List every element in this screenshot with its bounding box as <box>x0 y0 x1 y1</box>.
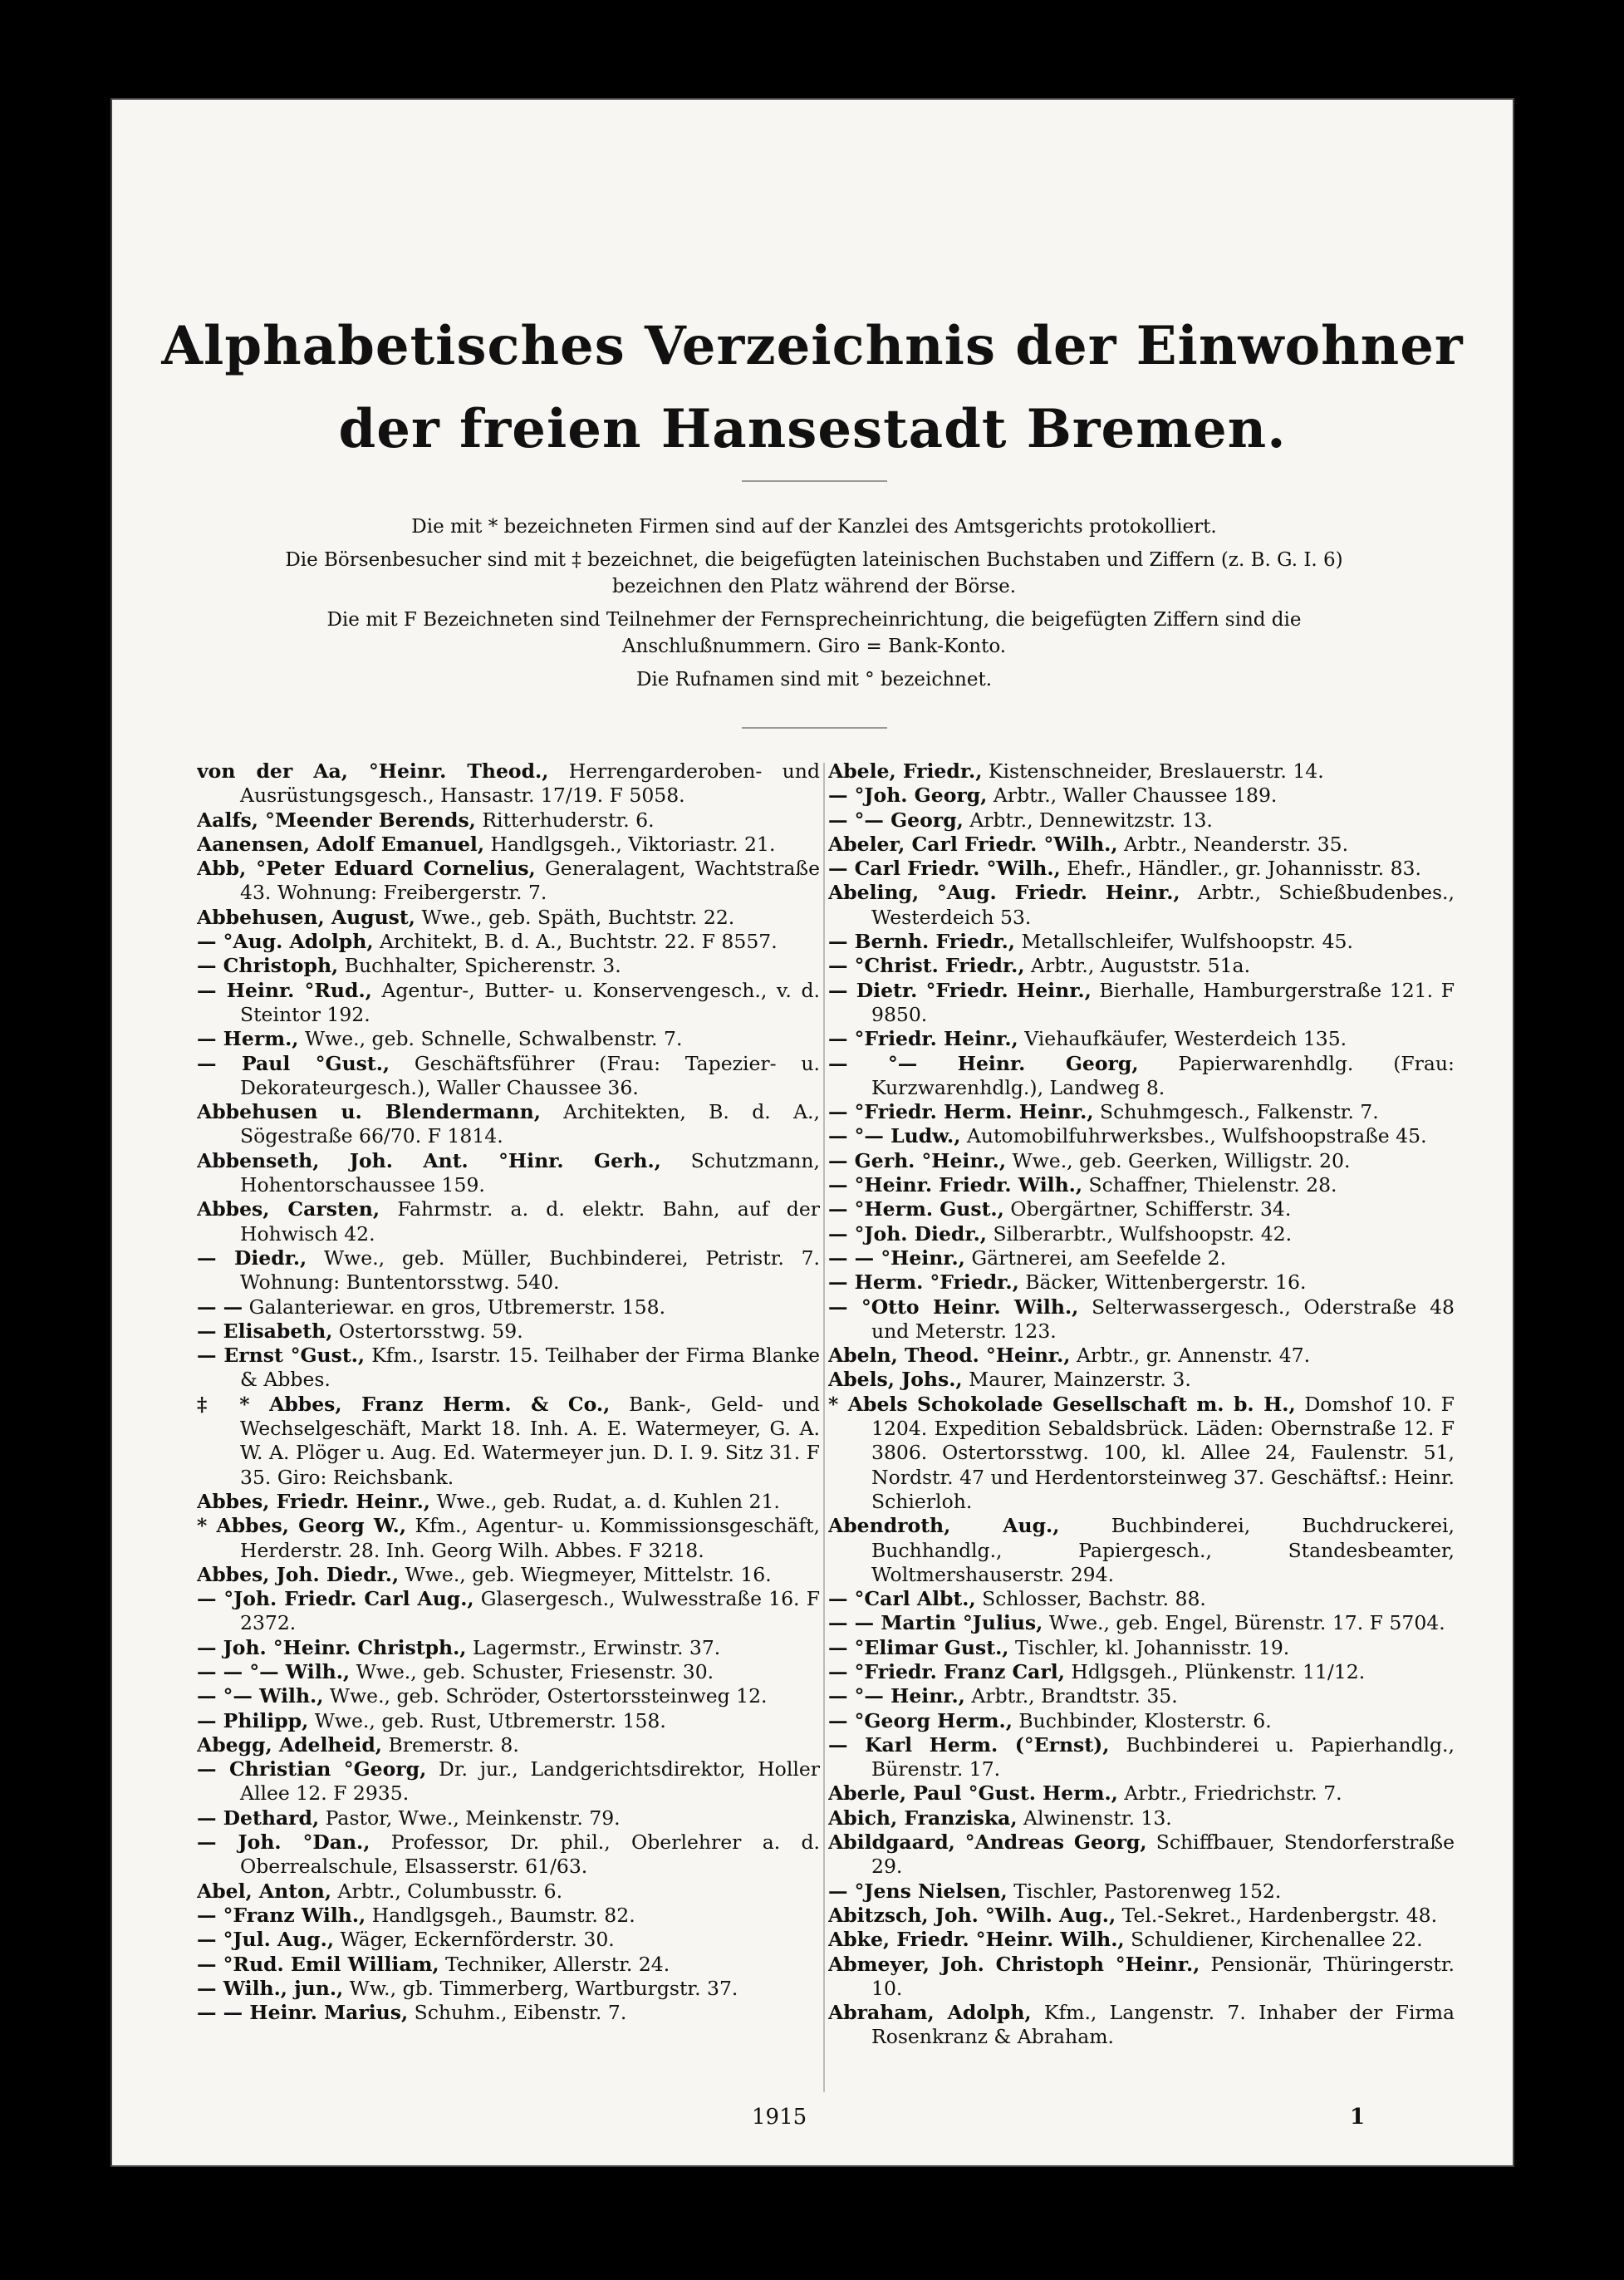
directory-entry <box>197 1027 820 1051</box>
page-title <box>112 305 1513 471</box>
directory-entry <box>828 857 1455 881</box>
directory-entry <box>197 1246 820 1295</box>
entry-details: Papierwarenhdlg. (Frau: Kurzwarenhdlg.), Landweg 8. <box>871 1051 1455 1099</box>
entry-name: * Abels Schokolade Gesellschaft m. b. H., <box>828 1392 1296 1416</box>
entry-details: Ww., gb. Timmerberg, Wartburgstr. 37. <box>349 1976 738 2000</box>
directory-entry <box>828 881 1455 930</box>
entry-details: Buchbinderei u. Papierhandlg., Bürenstr. 17. <box>871 1732 1455 1781</box>
entry-details: Kfm., Agentur- u. Kommissionsgeschäft, Herderstr. 28. Inh. Georg Wilh. Abbes. F 3218. <box>240 1514 820 1562</box>
entry-details: Pastor, Wwe., Meinkenstr. 79. <box>325 1806 621 1830</box>
directory-entry <box>828 833 1455 857</box>
entry-details: Bank-, Geld- und Wechselgeschäft, Markt 18. Inh. A. E. Watermeyer, G. A. W. A. Plöger u. Aug. Ed. Watermeyer jun. D. I. 9. Sitz 31. F 35. Giro: Reichsbank. <box>240 1392 820 1489</box>
directory-entry <box>828 1587 1455 1611</box>
entry-name: Abel, Anton, <box>197 1879 332 1903</box>
directory-entry <box>828 1393 1455 1514</box>
entry-details: Galanteriewar. en gros, Utbremerstr. 158. <box>248 1295 666 1319</box>
entry-details: Architekten, B. d. A., Sögestraße 66/70. F 1814. <box>240 1100 820 1148</box>
directory-entry <box>197 1100 820 1149</box>
note-line: Die mit * bezeichneten Firmen sind auf der Kanzlei des Amtsgerichts protokolliert. <box>411 516 1217 538</box>
entry-details: Agentur-, Butter- u. Konservengesch., v. d. Steintor 192. <box>240 978 820 1026</box>
entry-details: Arbtr., Auguststr. 51a. <box>1031 954 1251 978</box>
directory-entry <box>828 1709 1455 1733</box>
entry-name: — °Herm. Gust., <box>828 1197 1004 1221</box>
entry-name: — °Jens Nielsen, <box>828 1879 1008 1903</box>
entry-name: — °— Georg, <box>828 808 964 832</box>
directory-entry <box>828 1052 1455 1101</box>
entry-details: Schuldiener, Kirchenallee 22. <box>1131 1928 1423 1952</box>
directory-entry <box>828 954 1455 978</box>
directory-entry <box>197 808 820 833</box>
entry-details: Maurer, Mainzerstr. 3. <box>969 1368 1191 1392</box>
entry-name: — — <box>197 1295 243 1319</box>
entry-details: Wwe., geb. Müller, Buchbinderei, Petristr. 7. Wohnung: Buntentorsstwg. 540. <box>240 1246 820 1295</box>
directory-entry <box>197 1757 820 1806</box>
entry-name: * Abbes, Georg W., <box>197 1514 406 1538</box>
directory-entry <box>197 759 820 808</box>
entry-name: Abele, Friedr., <box>828 759 983 783</box>
entry-details: Arbtr., Brandtstr. 35. <box>971 1684 1178 1708</box>
entry-name: Abich, Franziska, <box>828 1806 1018 1830</box>
entry-details: Professor, Dr. phil., Oberlehrer a. d. Oberrealschule, Elsasserstr. 61/63. <box>240 1830 820 1879</box>
entry-name: — Carl Friedr. °Wilh., <box>828 857 1061 881</box>
directory-entry <box>828 1684 1455 1708</box>
entry-name: Abbenseth, Joh. Ant. °Hinr. Gerh., <box>197 1148 661 1172</box>
entry-name: — °— Heinr. Georg, <box>828 1051 1139 1075</box>
entry-details: Gärtnerei, am Seefelde 2. <box>971 1246 1227 1270</box>
entry-name: Abraham, Adolph, <box>828 2001 1032 2025</box>
directory-entry <box>197 1563 820 1587</box>
entry-details: Bremerstr. 8. <box>388 1732 519 1757</box>
note-line: Die Börsenbesucher sind mit ‡ bezeichnet, die beigefügten lateinischen Buchstaben und Ziffern (z. B. G. I. 6) bezeichnen den Platz während der Börse. <box>285 549 1343 597</box>
directory-entry <box>197 1393 820 1490</box>
directory-entry <box>828 1197 1455 1221</box>
entry-details: Hdlgsgeh., Plünkenstr. 11/12. <box>1071 1659 1366 1683</box>
entry-details: Wwe., geb. Rust, Utbremerstr. 158. <box>314 1708 666 1732</box>
directory-entry <box>828 1124 1455 1148</box>
directory-entry <box>197 1806 820 1830</box>
directory-page <box>110 98 1514 2167</box>
entry-details: Arbtr., gr. Annenstr. 47. <box>1076 1344 1311 1368</box>
entry-details: Wwe., geb. Geerken, Willigstr. 20. <box>1012 1148 1351 1172</box>
entry-details: Wwe., geb. Rudat, a. d. Kuhlen 21. <box>436 1489 780 1513</box>
entry-details: Selterwassergesch., Oderstraße 48 und Meterstr. 123. <box>871 1295 1455 1343</box>
entry-details: Lagermstr., Erwinstr. 37. <box>472 1635 721 1659</box>
entry-details: Tischler, Pastorenweg 152. <box>1013 1879 1282 1903</box>
entry-name: ‡ * Abbes, Franz Herm. & Co., <box>197 1392 611 1416</box>
entry-details: Arbtr., Waller Chaussee 189. <box>993 784 1278 808</box>
entry-name: Aberle, Paul °Gust. Herm., <box>828 1781 1118 1806</box>
entry-name: Abegg, Adelheid, <box>197 1732 382 1757</box>
entry-details: Bierhalle, Hamburgerstraße 121. F 9850. <box>871 978 1455 1026</box>
entry-name: — Dethard, <box>197 1806 320 1830</box>
entry-name: — Heinr. °Rud., <box>197 978 372 1002</box>
entry-details: Domshof 10. F 1204. Expedition Sebaldsbrück. Läden: Obernstraße 12. F 3806. Ostertorsstwg. 100, kl. Allee 24, Faulenstr. 51, Nordstr. 47 und Herdentorsteinweg 37. Geschäftsf.: Heinr. Schierloh. <box>871 1392 1455 1513</box>
top-divider-rule <box>742 480 887 482</box>
entry-name: — Philipp, <box>197 1708 309 1732</box>
entry-name: — °Otto Heinr. Wilh., <box>828 1295 1079 1319</box>
entry-details: Wwe., geb. Schuster, Friesenstr. 30. <box>356 1659 714 1683</box>
directory-entry <box>197 1880 820 1904</box>
entry-details: Herrengarderoben- und Ausrüstungsgesch., Hansastr. 17/19. F 5058. <box>240 759 820 808</box>
entry-name: — Joh. °Heinr. Christph., <box>197 1635 467 1659</box>
entry-name: Abitzsch, Joh. °Wilh. Aug., <box>828 1903 1116 1927</box>
entry-name: — Wilh., jun., <box>197 1976 344 2000</box>
directory-entry <box>828 1611 1455 1635</box>
entry-details: Schutzmann, Hohentorschaussee 159. <box>240 1148 820 1197</box>
entry-name: — °Jul. Aug., <box>197 1928 335 1952</box>
directory-entry <box>197 954 820 978</box>
entry-details: Pensionär, Thüringerstr. 10. <box>871 1952 1455 2000</box>
entry-details: Arbtr., Friedrichstr. 7. <box>1124 1781 1342 1806</box>
entry-name: Aalfs, °Meender Berends, <box>197 808 476 832</box>
entry-name: Abels, Johs., <box>828 1368 963 1392</box>
entry-name: — — Martin °Julius, <box>828 1611 1043 1635</box>
entry-name: Aanensen, Adolf Emanuel, <box>197 832 485 856</box>
entry-name: — — °Heinr., <box>828 1246 965 1270</box>
entry-name: — °Heinr. Friedr. Wilh., <box>828 1173 1083 1197</box>
directory-entry <box>828 1928 1455 1952</box>
entry-details: Ritterhuderstr. 6. <box>482 808 655 832</box>
entry-details: Silberarbtr., Wulfshoopstr. 42. <box>993 1221 1293 1246</box>
entry-details: Arbtr., Schießbudenbes., Westerdeich 53. <box>871 881 1455 929</box>
entry-name: — °— Wilh., <box>197 1684 324 1708</box>
entry-details: Alwinenstr. 13. <box>1023 1806 1172 1830</box>
entry-name: — Herm., <box>197 1027 299 1051</box>
entry-details: Tel.-Sekret., Hardenbergstr. 48. <box>1121 1903 1438 1927</box>
directory-entry <box>828 1295 1455 1344</box>
entry-name: Abendroth, Aug., <box>828 1514 1060 1538</box>
directory-entry <box>197 1928 820 1952</box>
directory-entry <box>828 1880 1455 1904</box>
entry-details: Ostertorsstwg. 59. <box>338 1319 523 1343</box>
entry-name: — Paul °Gust., <box>197 1051 390 1075</box>
directory-entry <box>828 1953 1455 2002</box>
entry-name: Abbes, Carsten, <box>197 1197 380 1221</box>
entry-details: Generalagent, Wachtstraße 43. Wohnung: Freibergerstr. 7. <box>240 857 820 905</box>
directory-entry <box>197 1197 820 1246</box>
entry-details: Buchhalter, Spicherenstr. 3. <box>344 954 621 978</box>
right-column <box>828 759 1455 2089</box>
directory-entry <box>197 1733 820 1757</box>
entry-details: Architekt, B. d. A., Buchtstr. 22. F 8557. <box>380 930 778 954</box>
entry-details: Kfm., Langenstr. 7. Inhaber der Firma Rosenkranz & Abraham. <box>871 2001 1455 2049</box>
directory-entry <box>197 906 820 930</box>
entry-name: — °Elimar Gust., <box>828 1635 1009 1659</box>
entry-name: — °Christ. Friedr., <box>828 954 1025 978</box>
entry-details: Glasergesch., Wulwesstraße 16. F 2372. <box>240 1587 820 1635</box>
entry-name: — °Franz Wilh., <box>197 1903 366 1927</box>
entry-name: Abb, °Peter Eduard Cornelius, <box>197 857 536 881</box>
entry-name: Abke, Friedr. °Heinr. Wilh., <box>828 1928 1125 1952</box>
entry-name: Abbehusen, August, <box>197 905 415 929</box>
entry-name: — — Heinr. Marius, <box>197 2001 409 2025</box>
entry-name: — °Friedr. Herm. Heinr., <box>828 1100 1094 1124</box>
title-line-2: der freien Hansestadt Bremen. <box>338 398 1287 460</box>
directory-entry <box>197 1977 820 2001</box>
directory-entry <box>828 759 1455 784</box>
directory-entry <box>197 1709 820 1733</box>
entry-name: — — °— Wilh., <box>197 1659 351 1683</box>
entry-details: Buchbinder, Klosterstr. 6. <box>1018 1708 1272 1732</box>
entry-details: Ehefr., Händler., gr. Johannisstr. 83. <box>1067 857 1421 881</box>
entry-details: Schiffbauer, Stendorferstraße 29. <box>871 1830 1455 1879</box>
directory-entry <box>828 1344 1455 1368</box>
entry-name: Abmeyer, Joh. Christoph °Heinr., <box>828 1952 1200 1976</box>
entry-name: — Bernh. Friedr., <box>828 930 1015 954</box>
entry-details: Handlgsgeh., Baumstr. 82. <box>371 1903 635 1927</box>
directory-entry <box>828 1173 1455 1197</box>
title-line-1: Alphabetisches Verzeichnis der Einwohner <box>161 315 1464 377</box>
entry-details: Tischler, kl. Johannisstr. 19. <box>1014 1635 1290 1659</box>
directory-entry <box>828 1100 1455 1124</box>
entry-details: Handlgsgeh., Viktoriastr. 21. <box>490 832 776 856</box>
entry-name: — °Aug. Adolph, <box>197 930 374 954</box>
directory-entry <box>197 833 820 857</box>
entry-name: — Karl Herm. (°Ernst), <box>828 1732 1110 1757</box>
directory-entry <box>828 1270 1455 1295</box>
entry-name: — Christoph, <box>197 954 339 978</box>
directory-entry <box>828 1027 1455 1051</box>
page-number: 1 <box>1350 2105 1366 2130</box>
directory-entry <box>197 1953 820 1977</box>
entry-name: — Diedr., <box>197 1246 307 1270</box>
directory-entry <box>197 1052 820 1101</box>
directory-entry <box>828 784 1455 808</box>
directory-entry <box>197 1319 820 1344</box>
note-line: Die mit F Bezeichneten sind Teilnehmer der Fernsprecheinrichtung, die beigefügten Ziffern sind die Anschlußnummern. Giro = Bank-Konto. <box>326 609 1302 657</box>
entry-details: Viehaufkäufer, Westerdeich 135. <box>1024 1027 1347 1051</box>
entry-details: Wwe., geb. Engel, Bürenstr. 17. F 5704. <box>1048 1611 1445 1635</box>
directory-entry <box>828 1830 1455 1880</box>
entry-name: — °Joh. Diedr., <box>828 1221 987 1246</box>
entry-name: Abbes, Friedr. Heinr., <box>197 1489 430 1513</box>
legend-notes <box>253 513 1375 693</box>
directory-entry <box>197 1684 820 1708</box>
entry-details: Arbtr., Neanderstr. 35. <box>1124 832 1349 856</box>
entry-name: von der Aa, °Heinr. Theod., <box>197 759 549 783</box>
directory-entry <box>197 1514 820 1563</box>
entry-details: Schuhm., Eibenstr. 7. <box>414 2001 627 2025</box>
entry-name: — Gerh. °Heinr., <box>828 1148 1007 1172</box>
entry-details: Automobilfuhrwerksbes., Wulfshoopstraße 45. <box>966 1124 1427 1148</box>
directory-entry <box>197 1830 820 1880</box>
left-column <box>197 759 820 2089</box>
entry-details: Kistenschneider, Breslauerstr. 14. <box>988 759 1324 783</box>
directory-entry <box>197 1587 820 1636</box>
directory-entry <box>197 930 820 954</box>
entry-name: Abbes, Joh. Diedr., <box>197 1562 400 1586</box>
entry-name: — °Friedr. Heinr., <box>828 1027 1018 1051</box>
entry-details: Buchbinderei, Buchdruckerei, Buchhandlg., Papiergesch., Standesbeamter, Woltmershauserstr. 294. <box>871 1514 1455 1586</box>
entry-name: — Herm. °Friedr., <box>828 1270 1019 1295</box>
entry-name: Abbehusen u. Blendermann, <box>197 1100 541 1124</box>
note-line: Die Rufnamen sind mit ° bezeichnet. <box>635 669 993 690</box>
entry-details: Fahrmstr. a. d. elektr. Bahn, auf der Hohwisch 42. <box>240 1197 820 1246</box>
directory-entry <box>197 1295 820 1319</box>
entry-details: Geschäftsführer (Frau: Tapezier- u. Dekorateurgesch.), Waller Chaussee 36. <box>240 1051 820 1099</box>
directory-entry <box>197 1344 820 1393</box>
entry-details: Wwe., geb. Schnelle, Schwalbenstr. 7. <box>304 1027 683 1051</box>
entry-name: — °Carl Albt., <box>828 1587 976 1611</box>
directory-entry <box>828 1806 1455 1830</box>
entry-details: Obergärtner, Schifferstr. 34. <box>1010 1197 1292 1221</box>
entry-name: — Ernst °Gust., <box>197 1344 366 1368</box>
column-divider <box>823 763 825 2092</box>
entry-name: — Elisabeth, <box>197 1319 333 1343</box>
directory-entry <box>197 1149 820 1198</box>
entry-name: — °Friedr. Franz Carl, <box>828 1659 1065 1683</box>
entry-details: Dr. jur., Landgerichtsdirektor, Holler Allee 12. F 2935. <box>240 1757 820 1806</box>
entry-name: — Dietr. °Friedr. Heinr., <box>828 978 1092 1002</box>
entry-details: Kfm., Isarstr. 15. Teilhaber der Firma Blanke & Abbes. <box>240 1344 820 1392</box>
directory-entry <box>197 1636 820 1660</box>
directory-entry <box>828 808 1455 833</box>
bottom-divider-rule <box>742 727 887 729</box>
entry-name: — Joh. °Dan., <box>197 1830 370 1855</box>
directory-entry <box>828 1246 1455 1270</box>
entry-name: Abeler, Carl Friedr. °Wilh., <box>828 832 1118 856</box>
entry-name: Abildgaard, °Andreas Georg, <box>828 1830 1147 1855</box>
entry-details: Wwe., geb. Schröder, Ostertorssteinweg 12. <box>329 1684 768 1708</box>
entry-details: Schuhmgesch., Falkenstr. 7. <box>1099 1100 1379 1124</box>
entry-details: Techniker, Allerstr. 24. <box>445 1952 670 1976</box>
entry-name: Abeln, Theod. °Heinr., <box>828 1344 1071 1368</box>
directory-entry <box>828 1781 1455 1806</box>
entry-name: — Christian °Georg, <box>197 1757 427 1781</box>
entry-details: Wwe., geb. Wiegmeyer, Mittelstr. 16. <box>405 1562 772 1586</box>
entry-details: Wwe., geb. Späth, Buchtstr. 22. <box>421 905 735 929</box>
entry-details: Schaffner, Thielenstr. 28. <box>1088 1173 1337 1197</box>
directory-entry <box>828 1368 1455 1392</box>
entry-details: Schlosser, Bachstr. 88. <box>982 1587 1206 1611</box>
entry-details: Bäcker, Wittenbergerstr. 16. <box>1025 1270 1307 1295</box>
directory-entry <box>197 1660 820 1684</box>
entry-name: — °Joh. Friedr. Carl Aug., <box>197 1587 474 1611</box>
directory-entry <box>197 2001 820 2025</box>
entry-name: — °Rud. Emil William, <box>197 1952 439 1976</box>
entry-name: — °Georg Herm., <box>828 1708 1013 1732</box>
entry-details: Arbtr., Dennewitzstr. 13. <box>969 808 1213 832</box>
entry-name: — °— Ludw., <box>828 1124 961 1148</box>
entry-details: Metallschleifer, Wulfshoopstr. 45. <box>1021 930 1353 954</box>
directory-entry <box>828 930 1455 954</box>
directory-entry <box>828 1514 1455 1587</box>
directory-entry <box>828 979 1455 1028</box>
directory-entry <box>828 2001 1455 2050</box>
directory-entry <box>828 1222 1455 1246</box>
directory-entry <box>828 1636 1455 1660</box>
directory-entry <box>197 979 820 1028</box>
entry-name: — °Joh. Georg, <box>828 784 988 808</box>
directory-entry <box>828 1733 1455 1782</box>
directory-entry <box>828 1660 1455 1684</box>
directory-entry <box>197 857 820 906</box>
directory-entry <box>828 1149 1455 1173</box>
entry-name: — °— Heinr., <box>828 1684 965 1708</box>
entry-name: Abeling, °Aug. Friedr. Heinr., <box>828 881 1180 905</box>
directory-entry <box>828 1904 1455 1928</box>
entry-details: Wäger, Eckernförderstr. 30. <box>340 1928 615 1952</box>
directory-entry <box>197 1904 820 1928</box>
footer-year: 1915 <box>752 2105 807 2130</box>
entry-details: Arbtr., Columbusstr. 6. <box>337 1879 563 1903</box>
directory-entry <box>197 1490 820 1514</box>
